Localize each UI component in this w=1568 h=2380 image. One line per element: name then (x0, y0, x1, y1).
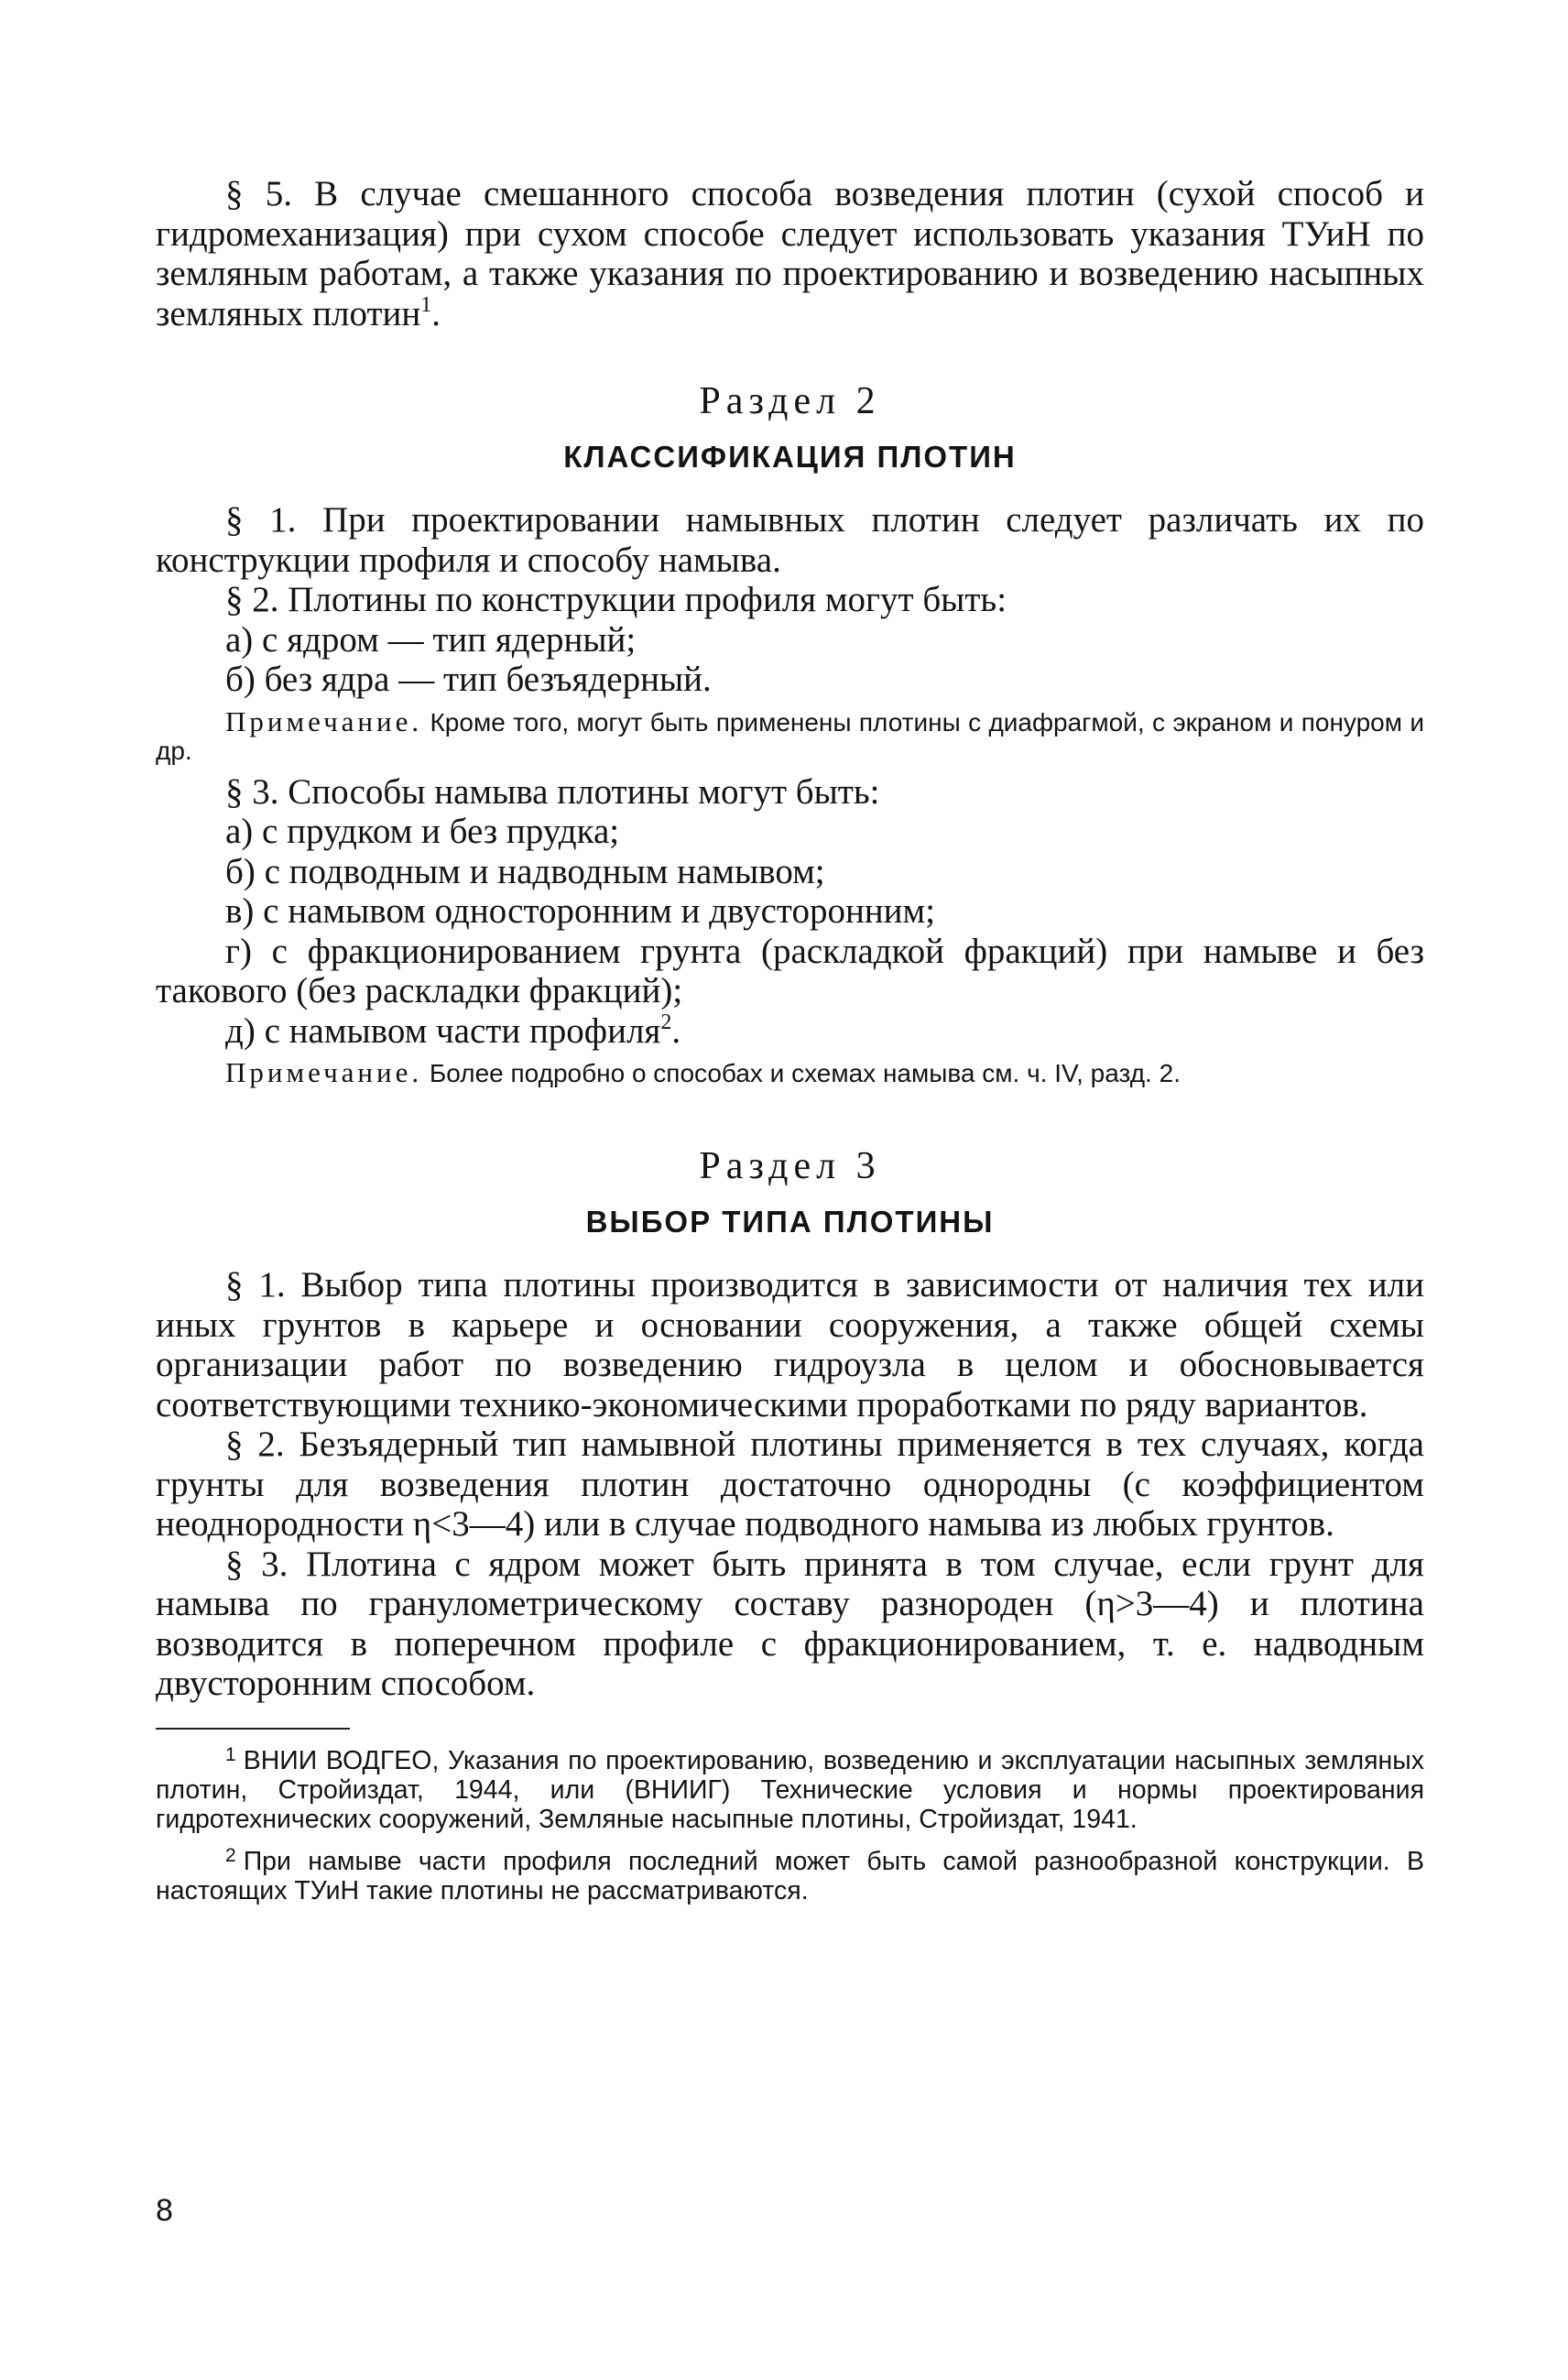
footnote-2: $^2$ При намыве части профиля последний может быть самой разнообразной конструкции. В настоящих ТУиН такие плотины не рассматриваются. (156, 1844, 1424, 1905)
note-label: Примечание. (225, 1056, 423, 1088)
note-label: Примечание. (225, 704, 423, 737)
page-number: 8 (156, 2193, 173, 2228)
footnote-ref: 2 (660, 1010, 672, 1034)
intro-paragraph: § 5. В случае смешанного способа возведения плотин (сухой способ и гидромеханизация) при сухом способе следует использовать указания ТУиН по земляным работам, а также указания по проектированию и возведению насыпных земляных плотин$^1$. (156, 174, 1424, 333)
list-item: в) с намывом односторонним и двусторонним; (225, 891, 936, 931)
section-2-number: Раздел 2 (699, 380, 881, 422)
section-3-paragraph-2: § 2. Безъядерный тип намывной плотины применяется в тех случаях, когда грунты для возведения плотин достаточно однородны (с коэффициентом неоднородности η<3—4) или в случае подводного намыва из любых грунтов. (156, 1425, 1424, 1544)
footnote-1: $^1$ ВНИИ ВОДГЕО, Указания по проектированию, возведению и эксплуатации насыпных земляных плотин, Стройиздат, 1944, или (ВНИИГ) Технические условия и нормы проектирования гидротехнических сооружений, Земляные насыпные плотины, Стройиздат, 1941. (156, 1743, 1424, 1834)
section-3-number: Раздел 3 (699, 1145, 881, 1187)
list-item: б) без ядра — тип безъядерный. (225, 660, 712, 699)
page-content (156, 174, 1424, 1905)
section-3-title: ВЫБОР ТИПА ПЛОТИНЫ (585, 1205, 995, 1239)
section-2-title: КЛАССИФИКАЦИЯ ПЛОТИН (563, 440, 1017, 474)
list-item: а) с прудком и без прудка; (225, 812, 620, 851)
note-2: Примечание. Более подробно о способах и схемах намыва см. ч. IV, разд. 2. (225, 1056, 1181, 1088)
section-2-paragraph-1: § 1. При проектировании намывных плотин следует различать их по конструкции профиля и способу намыва. (156, 500, 1424, 580)
footnote-mark: 1 (225, 1743, 236, 1765)
section-3-paragraph-3: § 3. Плотина с ядром может быть принята в том случае, если грунт для намыва по гранулометрическому составу разнороден (η>3—4) и плотина возводится в поперечном профиле с фракционированием, т. е. надводным двусторонним способом. (156, 1544, 1424, 1703)
section-3-paragraph-1: § 1. Выбор типа плотины производится в зависимости от наличия тех или иных грунтов в карьере и основании сооружения, а также общей схемы организации работ по возведению гидроузла в целом и обосновывается соответствующими технико-экономическими проработками по ряду вариантов. (156, 1265, 1424, 1425)
list-item: б) с подводным и надводным намывом; (225, 851, 825, 891)
note-1: Примечание. Кроме того, могут быть применены плотины с диафрагмой, с экраном и понуром и др. (156, 704, 1424, 765)
section-2-paragraph-2: § 2. Плотины по конструкции профиля могут быть: (225, 580, 1007, 619)
footnote-ref: 1 (420, 292, 432, 317)
list-item: г) с фракционированием грунта (раскладкой фракций) при намыве и без такового (без раскладки фракций); (156, 931, 1424, 1010)
footnote-mark: 2 (225, 1844, 236, 1866)
list-item: д) с намывом части профиля$^2$. (225, 1010, 681, 1051)
list-item: а) с ядром — тип ядерный; (225, 619, 637, 660)
section-2-paragraph-3: § 3. Способы намыва плотины могут быть: (225, 771, 880, 812)
footnote-divider (156, 1728, 350, 1730)
